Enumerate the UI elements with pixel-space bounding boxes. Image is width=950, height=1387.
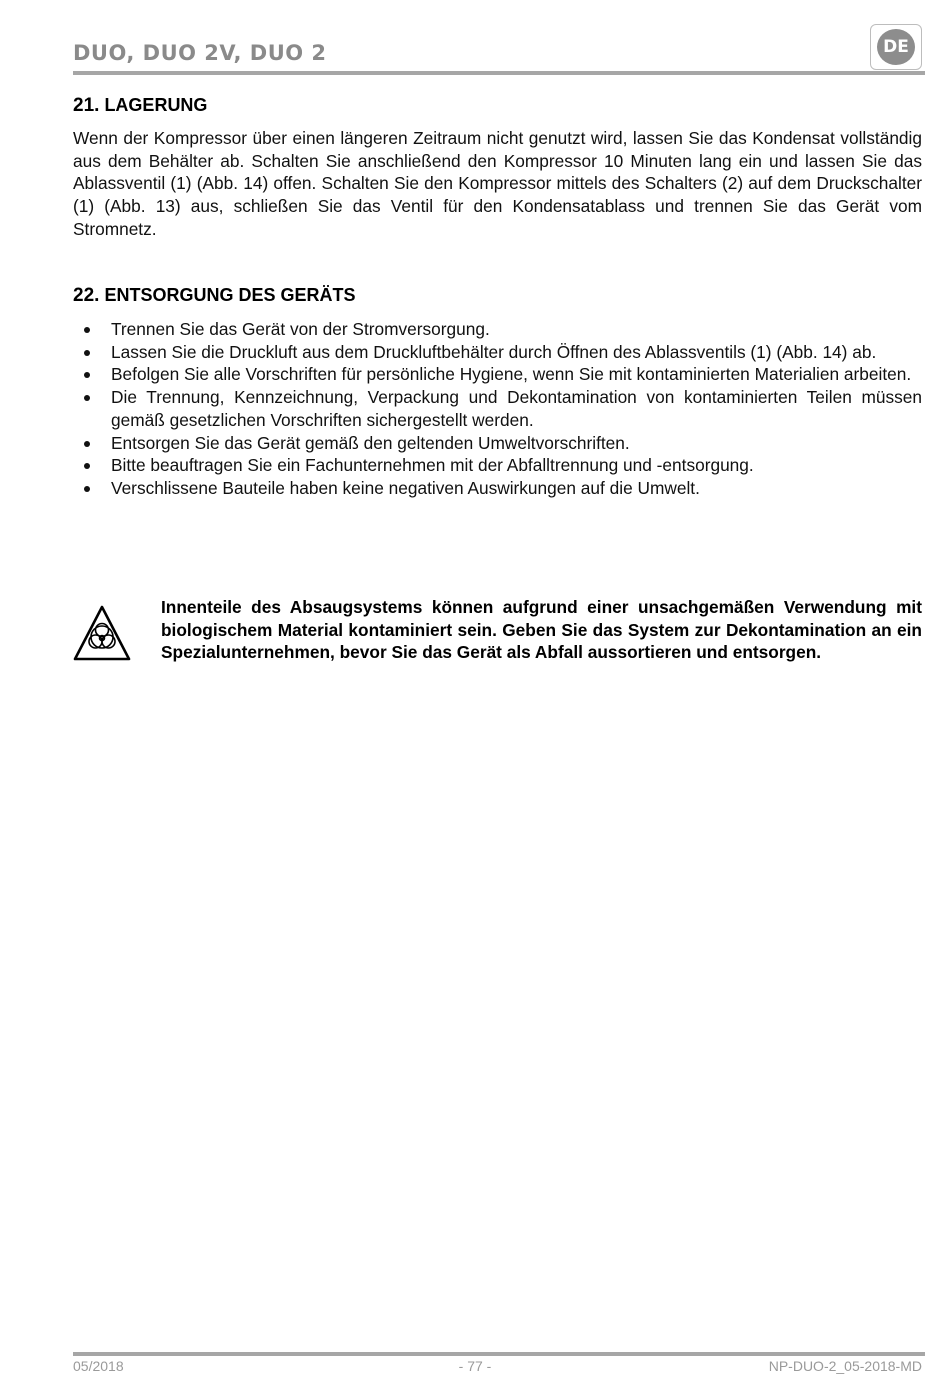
section-number: 21. xyxy=(73,95,100,116)
section-title: ENTSORGUNG DES GERÄTS xyxy=(104,285,356,305)
biohazard-warning-text: Innenteile des Absaugsystems können aufgrund einer unsachgemäßen Verwendung mit biologischem Material kontaminiert sein. Geben Sie das System zur Dekontamination an ein Spezialunternehmen, bevor Sie das Gerät als Abfall aussortieren und entsorgen. xyxy=(161,597,922,663)
language-badge xyxy=(870,24,922,70)
list-item: Verschlissene Bauteile haben keine negativen Auswirkungen auf die Umwelt. xyxy=(73,477,922,500)
footer-date: 05/2018 xyxy=(73,1358,124,1374)
page-number: - 77 - xyxy=(458,1358,492,1374)
list-item: Befolgen Sie alle Vorschriften für persönliche Hygiene, wenn Sie mit kontaminierten Materialien arbeiten. xyxy=(73,363,922,386)
list-item: Entsorgen Sie das Gerät gemäß den geltenden Umweltvorschriften. xyxy=(73,432,922,455)
list-item: Bitte beauftragen Sie ein Fachunternehmen mit der Abfalltrennung und -entsorgung. xyxy=(73,454,922,477)
document-code: NP-DUO-2_05-2018-MD xyxy=(768,1358,922,1374)
header-divider xyxy=(73,71,925,75)
bullet-icon xyxy=(84,372,90,378)
footer-divider xyxy=(73,1352,925,1356)
bullet-icon xyxy=(84,463,90,469)
language-code: DE xyxy=(877,29,915,65)
bullet-icon xyxy=(84,327,90,333)
list-item: Lassen Sie die Druckluft aus dem Druckluftbehälter durch Öffnen des Ablassventils (1) (Abb. 14) ab. xyxy=(73,341,922,364)
bullet-icon xyxy=(84,395,90,401)
bullet-icon xyxy=(84,486,90,492)
section-title: LAGERUNG xyxy=(104,95,208,115)
section-22-heading xyxy=(73,285,355,307)
header-title: DUO, DUO 2V, DUO 2 xyxy=(73,41,327,65)
list-item: Die Trennung, Kennzeichnung, Verpackung und Dekontamination von kontaminierten Teilen müssen gemäß gesetzlichen Vorschriften sichergestellt werden. xyxy=(73,386,922,431)
section-number: 22. xyxy=(73,285,100,306)
biohazard-icon xyxy=(72,604,132,662)
section-21-heading xyxy=(73,95,207,117)
bullet-icon xyxy=(84,350,90,356)
bullet-icon xyxy=(84,441,90,447)
storage-paragraph: Wenn der Kompressor über einen längeren Zeitraum nicht genutzt wird, lassen Sie das Kondensat vollständig aus dem Behälter ab. Schalten Sie anschließend den Kompressor 10 Minuten lang ein und lassen Sie das Ablassventil (1) (Abb. 14) offen. Schalten Sie den Kompressor mittels des Schalters (2) auf dem Druckschalter (1) (Abb. 13) aus, schließen Sie das Ventil für den Kondensatablass und trennen Sie das Gerät vom Stromnetz. xyxy=(73,128,922,239)
list-item: Trennen Sie das Gerät von der Stromversorgung. xyxy=(73,318,922,341)
disposal-list xyxy=(73,318,922,500)
